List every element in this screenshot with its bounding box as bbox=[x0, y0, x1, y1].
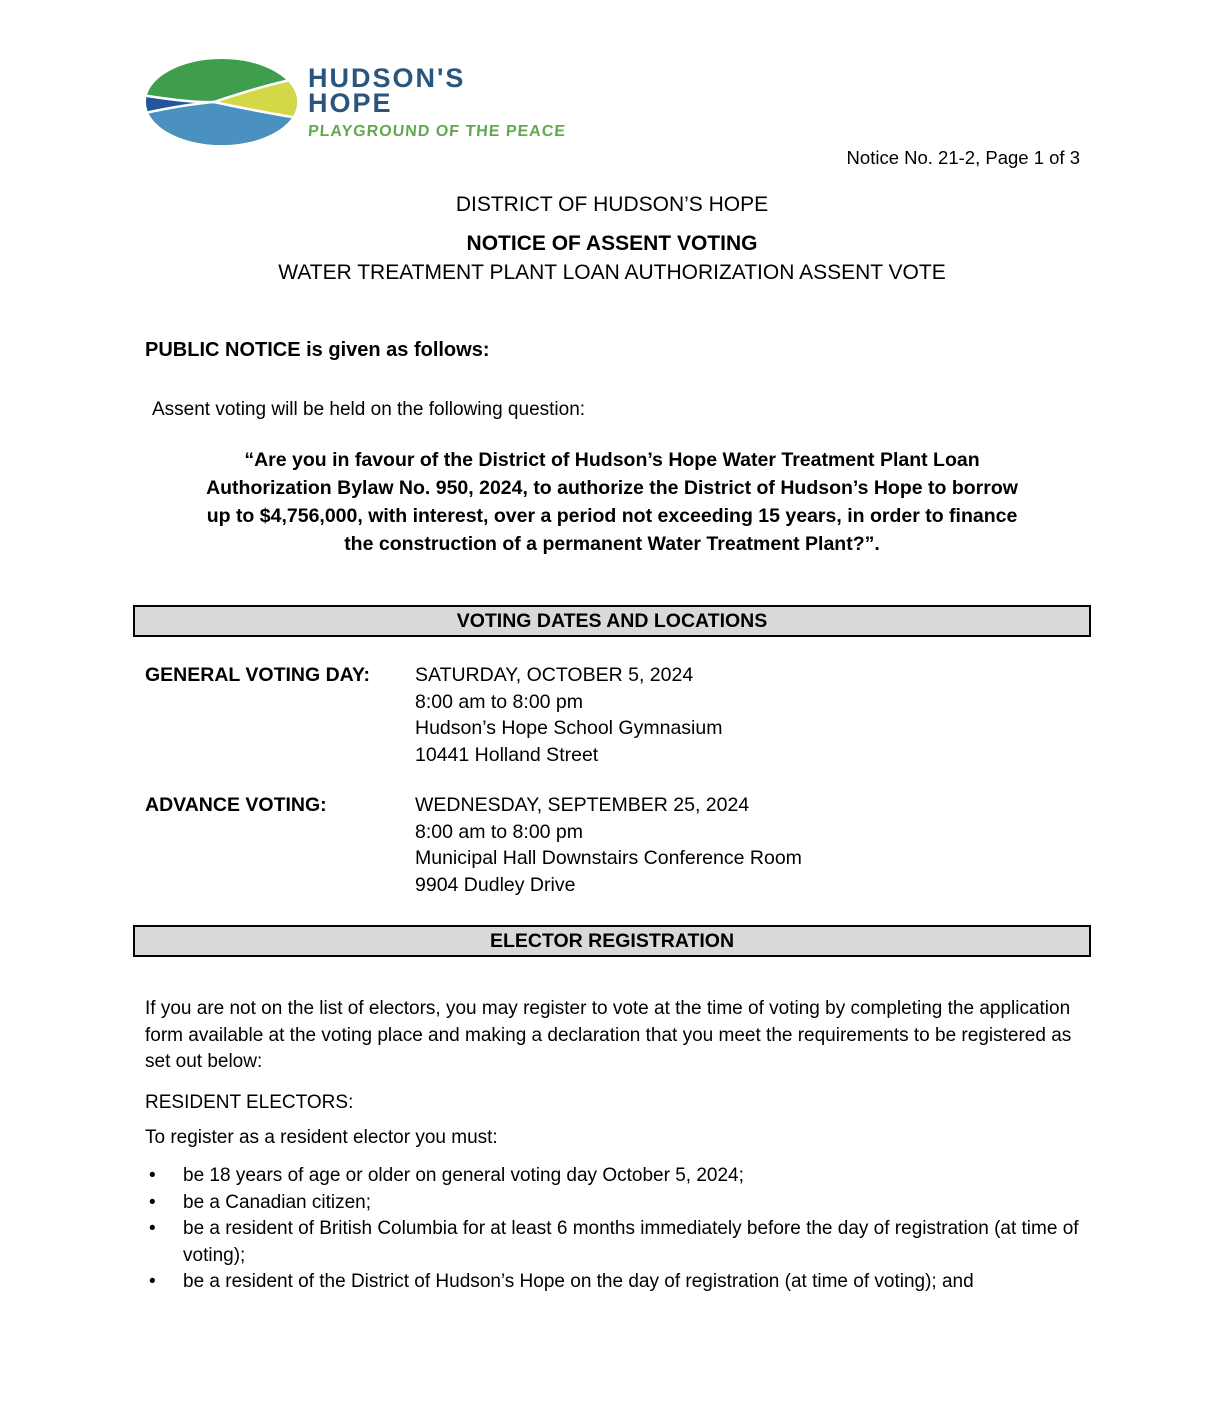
logo-tagline: PLAYGROUND OF THE PEACE bbox=[307, 123, 567, 140]
document-title: NOTICE OF ASSENT VOTING bbox=[466, 232, 758, 255]
question-intro: Assent voting will be held on the following question: bbox=[152, 399, 586, 420]
advance-voting-place: Municipal Hall Downstairs Conference Room bbox=[415, 847, 802, 869]
general-voting-place: Hudson’s Hope School Gymnasium bbox=[415, 717, 723, 739]
resident-electors-intro: To register as a resident elector you must: bbox=[145, 1127, 498, 1148]
advance-voting-address: 9904 Dudley Drive bbox=[415, 873, 576, 896]
ballot-question: “Are you in favour of the District of Hudson’s Hope Water Treatment Plant Loan Authorization Bylaw No. 950, 2024, to authorize the District of Hudson’s Hope to borrow up to $4,756,000, with interest, over a period not exceeding 15 years, in order to finance the construction of a permanent Water Treatment Plant?”. bbox=[206, 449, 1018, 555]
advance-voting-date: WEDNESDAY, SEPTEMBER 25, 2024 bbox=[415, 794, 750, 816]
document-org-title: DISTRICT OF HUDSON’S HOPE bbox=[455, 193, 769, 216]
section-header-voting-dates bbox=[133, 605, 1091, 637]
hudsons-hope-logo bbox=[145, 58, 566, 146]
requirement-item-district-resident: • be a resident of the District of Hudson’s Hope on the day of registration (at time of voting); and bbox=[145, 1269, 1090, 1296]
notice-reference: Notice No. 21-2, Page 1 of 3 bbox=[846, 147, 1080, 168]
public-notice-lead: PUBLIC NOTICE is given as follows: bbox=[145, 339, 490, 361]
registration-intro: If you are not on the list of electors, you may register to vote at the time of voting by completing the application form available at the voting place and making a declaration that you meet the requirements to be registered as set out below: bbox=[145, 998, 1072, 1072]
section-header-voting-dates-label: VOTING DATES AND LOCATIONS bbox=[456, 609, 768, 632]
advance-voting-hours: 8:00 am to 8:00 pm bbox=[415, 820, 584, 843]
general-voting-label: GENERAL VOTING DAY: bbox=[145, 664, 371, 686]
general-voting-address: 10441 Holland Street bbox=[415, 743, 599, 766]
logo-text-block bbox=[308, 58, 566, 146]
advance-voting-row bbox=[145, 792, 1080, 898]
requirement-item-age: • be 18 years of age or older on general voting day October 5, 2024; bbox=[145, 1163, 1090, 1190]
general-voting-row bbox=[145, 662, 1080, 768]
requirement-item-bc-resident: • be a resident of British Columbia for at least 6 months immediately before the day of registration (at time of voting); bbox=[145, 1216, 1090, 1269]
logo-wordmark-line1: HUDSON'S bbox=[308, 63, 466, 93]
requirement-item-citizen: • be a Canadian citizen; bbox=[145, 1190, 1090, 1217]
general-voting-date: SATURDAY, OCTOBER 5, 2024 bbox=[415, 664, 694, 686]
logo-wordmark-line2: HOPE bbox=[308, 88, 393, 118]
hudsons-hope-logo-mark-icon bbox=[145, 58, 298, 146]
general-voting-hours: 8:00 am to 8:00 pm bbox=[415, 690, 584, 713]
advance-voting-label: ADVANCE VOTING: bbox=[145, 794, 327, 816]
section-header-elector-registration bbox=[133, 925, 1091, 957]
general-voting-details bbox=[415, 662, 722, 768]
advance-voting-details bbox=[415, 792, 802, 898]
document-subtitle: WATER TREATMENT PLANT LOAN AUTHORIZATION ASSENT VOTE bbox=[278, 261, 946, 284]
section-header-elector-registration-label: ELECTOR REGISTRATION bbox=[489, 929, 735, 952]
resident-requirements-list bbox=[145, 1163, 1090, 1296]
resident-electors-heading: RESIDENT ELECTORS: bbox=[145, 1092, 354, 1113]
